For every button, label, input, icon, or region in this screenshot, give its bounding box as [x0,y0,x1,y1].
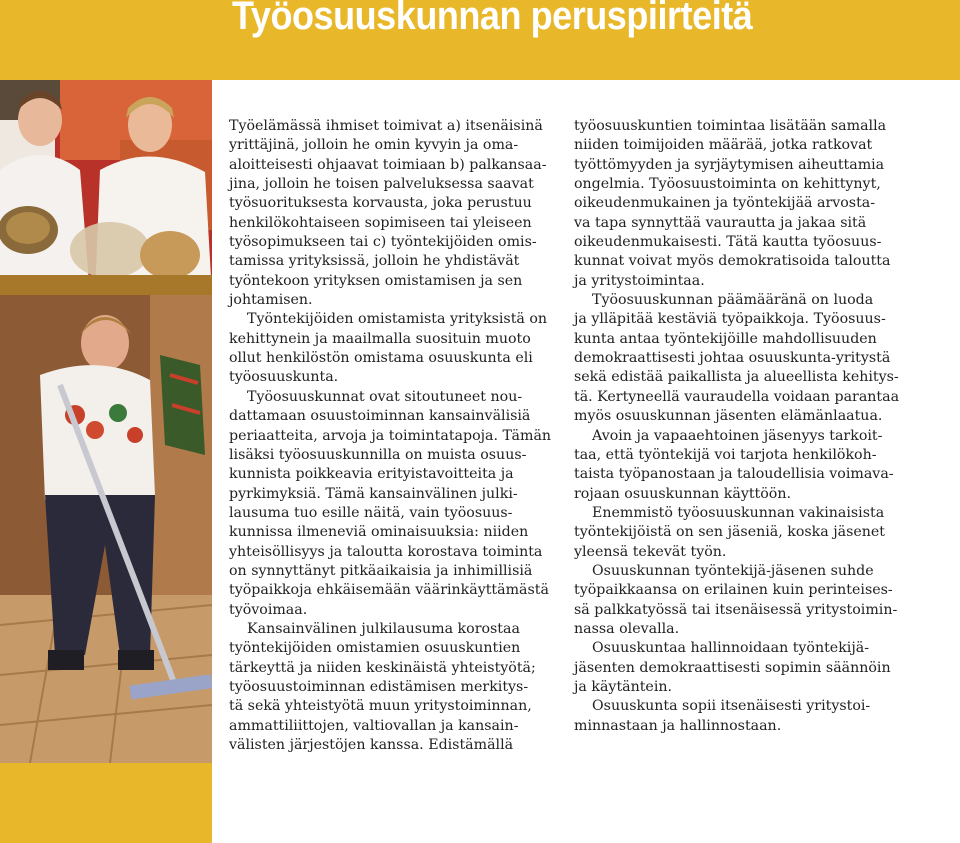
article-text-line: työosuustoiminnan edistämisen merkitys- [229,678,529,695]
article-text-line: työsopimukseen tai c) työntekijöiden omis- [229,234,537,251]
article-text-line: jäsenten demokraattisesti sopimin säännöin [574,659,891,676]
article-text-line: johtamisen. [229,292,313,309]
article-text-line: ammattiliittojen, valtiovallan ja kansain- [229,717,519,734]
article-text-line: työvoimaa. [229,601,308,618]
article-text-line: ja käytäntein. [574,678,673,695]
article-text-line: tärkeyttä ja niiden keskinäistä yhteistyötä; [229,659,536,676]
article-text-line: sekä edistää paikallista ja alueellista kehitys- [574,369,899,386]
article-text-line: kunnat voivat myös demokratisoida taloutta [574,253,891,270]
article-text-line: tä sekä yhteistyötä muun yritystoiminnan, [229,698,532,715]
article-text-line: työntekijöistä on sen jäseniä, koska jäsenet [574,524,886,541]
article-text-line: yleensä tekevät työn. [574,543,727,560]
worker-mopping-floor-photo [0,295,212,763]
page-title: Työosuuskunnan peruspiirteitä [232,0,753,38]
article-text-line: työpaikkoja ehkäisemään väärinkäyttämästä [229,582,549,599]
article-text-line: taa, että työntekijä voi tarjota henkilökoh- [574,446,877,463]
article-text-line: yhteisöllisyys ja taloutta korostava toiminta [229,543,543,560]
article-text-line: aloitteisesti ohjaavat toimiaan b) palkansaa- [229,156,547,173]
article-text-line: henkilökohtaiseen sopimiseen tai yleiseen [229,214,532,231]
article-text-line: oikeudenmukaisesti. Tätä kautta työosuus- [574,234,882,251]
article-column-right [574,117,904,736]
article-text-line: tamissa yrityksissä, jolloin he yhdistävät [229,253,520,270]
article-text-line: rojaan osuuskunnan käyttöön. [574,485,791,502]
article-text-line: taista työpanostaan ja taloudellisia voimava- [574,466,894,483]
article-text-line: oikeudenmukainen ja työntekijää arvosta- [574,195,876,212]
article-text-line: työpaikkaansa on erilainen kuin perinteises- [574,582,893,599]
article-text-line: yrittäjinä, jolloin he omin kyvyin ja oma- [229,137,519,154]
article-text-line: työosuuskuntien toimintaa lisätään samalla [574,118,887,134]
article-text-line: ja ylläpitää kestäviä työpaikkoja. Työosuus- [574,311,886,328]
article-text-line: sä palkkatyössä tai itsenäisessä yritystoimin- [574,601,898,618]
article-text-line: ja yritystoimintaa. [574,272,705,289]
article-text-line: lisäksi työosuuskunnilla on muista osuus- [229,446,527,463]
article-text-line: minnastaan ja hallinnostaan. [574,717,782,734]
article-text-line: lausuma tuo esille näitä, vain työosuus- [229,504,513,521]
article-text-line: kunnista poikkeavia erityistavoitteita ja [229,466,514,483]
article-text-line: välisten järjestöjen kanssa. Edistämällä [229,737,514,753]
article-text-line: Osuuskuntaa hallinnoidaan työntekijä- [574,640,869,657]
article-text-line: Työntekijöiden omistamista yrityksistä on [229,311,548,328]
article-text-line: ongelmia. Työosuustoiminta on kehittynyt, [574,176,881,193]
article-text-line: periaatteita, arvoja ja toimintatapoja. Tämän [229,427,552,444]
article-text-line: Kansainvälinen julkilausuma korostaa [229,620,520,637]
article-text-line: myös osuuskunnan jäsenten elämänlaatua. [574,408,883,425]
workers-packing-bread-photo [0,80,212,295]
article-text-line: Työelämässä ihmiset toimivat a) itsenäisinä [229,118,543,134]
article-text-line: Enemmistö työosuuskunnan vakinaisista [574,504,885,521]
article-text-line: Osuuskunnan työntekijä-jäsenen suhde [574,562,874,579]
article-text-line: työttömyyden ja syrjäytymisen aiheuttamia [574,156,885,173]
article-text-line: on synnyttänyt pitkäaikaisia ja inhimillisiä [229,562,533,579]
article-text-line: työntekoon yrityksen omistamisen ja sen [229,272,523,289]
article-text-line: Osuuskunta sopii itsenäisesti yritystoi- [574,698,871,715]
article-text-line: ollut henkilöstön omistama osuuskunta eli [229,350,533,367]
article-text-line: työosuuskunta. [229,369,339,386]
title-banner [0,0,960,80]
article-text-line: kehittynein ja maailmalla suosituin muoto [229,330,531,347]
article-text-line: Työosuuskunnat ovat sitoutuneet nou- [229,388,523,405]
article-text-line: Työosuuskunnan päämääränä on luoda [574,292,874,309]
article-text-line: demokraattisesti johtaa osuuskunta-yritystä [574,350,891,367]
article-text-line: kunta antaa työntekijöille mahdollisuuden [574,330,877,347]
article-text-line: työntekijöiden omistamien osuuskuntien [229,640,521,657]
article-text-line: tä. Kertyneellä vauraudella voidaan parantaa [574,388,900,405]
article-text-line: nassa olevalla. [574,620,680,637]
article-text-line: niiden toimijoiden määrää, jotka ratkovat [574,137,873,154]
article-text-line: dattamaan osuustoiminnan kansainvälisiä [229,408,531,425]
article-column-left [229,117,559,755]
article-text-line: työsuorituksesta korvausta, joka perustuu [229,195,532,212]
article-text-line: pyrkimyksiä. Tämä kansainvälinen julki- [229,485,518,502]
article-text-line: Avoin ja vapaaehtoinen jäsenyys tarkoit- [574,427,883,444]
article-text-line: kunnissa ilmeneviä ominaisuuksia: niiden [229,524,529,541]
article-text-line: jina, jolloin he toisen palveluksessa saavat [229,176,534,193]
article-text-line: va tapa synnyttää vaurautta ja jakaa sitä [574,214,867,231]
